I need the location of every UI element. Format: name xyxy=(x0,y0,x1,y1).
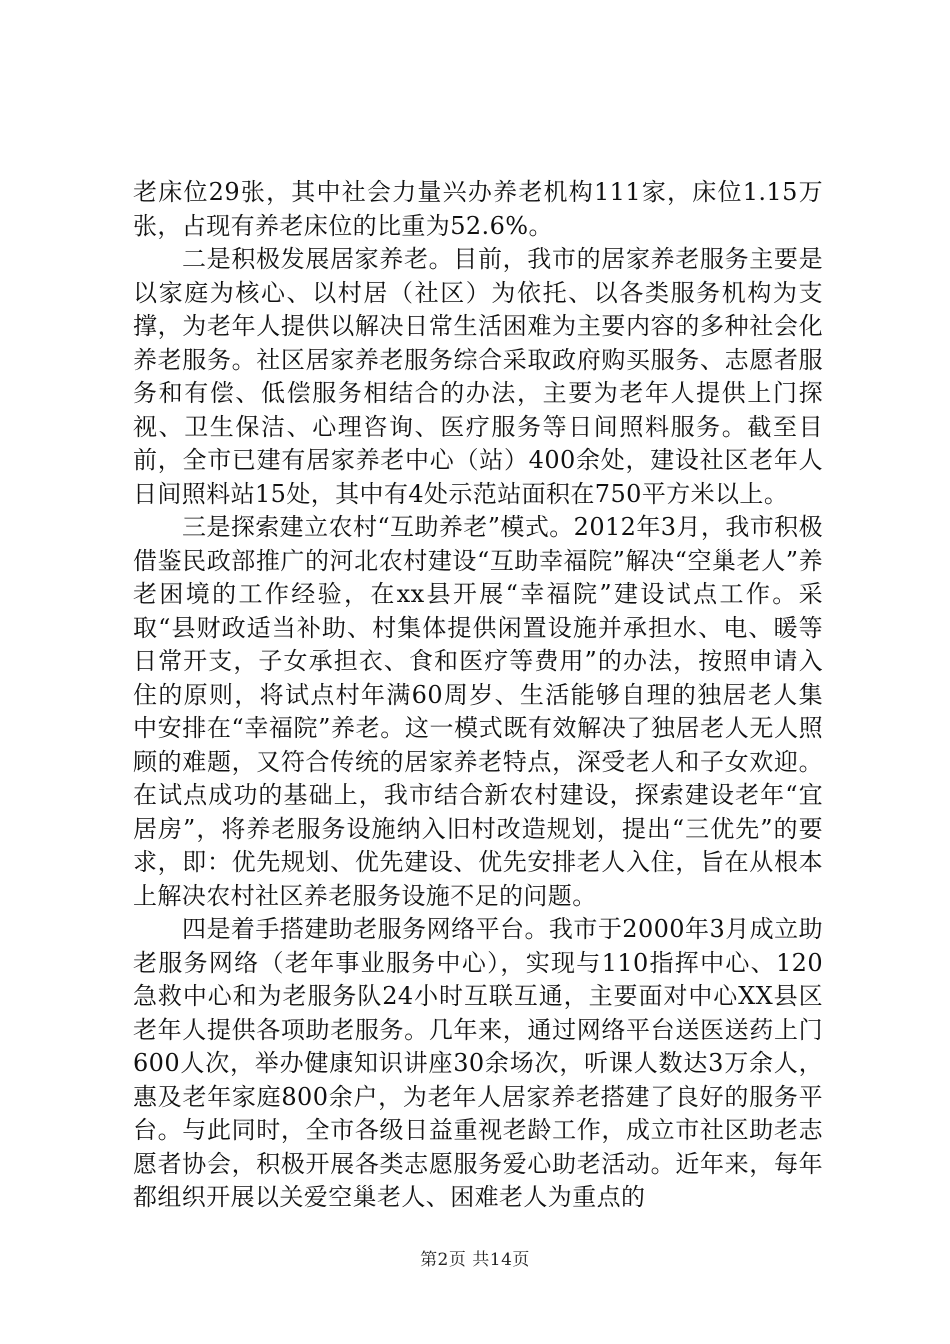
paragraph-beds-continuation: 老床位29张，其中社会力量兴办养老机构111家，床位1.15万张，占现有养老床位的比重为52.6%。 xyxy=(133,178,823,240)
paragraph-service-network: 四是着手搭建助老服务网络平台。我市于2000年3月成立助老服务网络（老年事业服务中心），实现与110指挥中心、120急救中心和为老服务队24小时互联互通，主要面对中心XX县区老年人提供各项助老服务。几年来，通过网络平台送医送药上门600人次，举办健康知识讲座30余场次，听课人数达3万余人，惠及老年家庭800余户，为老年人居家养老搭建了良好的服务平台。与此同时，全市各级日益重视老龄工作，成立市社区助老志愿者协会，积极开展各类志愿服务爱心助老活动。近年来，每年都组织开展以关爱空巢老人、困难老人为重点的 xyxy=(133,915,823,1211)
page-number-footer: 第2页 共14页 xyxy=(420,1250,530,1270)
document-body xyxy=(133,176,823,1215)
paragraph-rural-mutual-aid: 三是探索建立农村“互助养老”模式。2012年3月，我市积极借鉴民政部推广的河北农村建设“互助幸福院”解决“空巢老人”养老困境的工作经验，在xx县开展“幸福院”建设试点工作。采取“县财政适当补助、村集体提供闲置设施并承担水、电、暖等日常开支，子女承担衣、食和医疗等费用”的办法，按照申请入住的原则，将试点村年满60周岁、生活能够自理的独居老人集中安排在“幸福院”养老。这一模式既有效解决了独居老人无人照顾的难题，又符合传统的居家养老特点，深受老人和子女欢迎。在试点成功的基础上，我市结合新农村建设，探索建设老年“宜居房”，将养老服务设施纳入旧村改造规划，提出“三优先”的要求，即：优先规划、优先建设、优先安排老人入住，旨在从根本上解决农村社区养老服务设施不足的问题。 xyxy=(133,513,823,910)
paragraph-home-care: 二是积极发展居家养老。目前，我市的居家养老服务主要是以家庭为核心、以村居（社区）为依托、以各类服务机构为支撑，为老年人提供以解决日常生活困难为主要内容的多种社会化养老服务。社区居家养老服务综合采取政府购买服务、志愿者服务和有偿、低偿服务相结合的办法，主要为老年人提供上门探视、卫生保洁、心理咨询、医疗服务等日间照料服务。截至目前，全市已建有居家养老中心（站）400余处，建设社区老年人日间照料站15处，其中有4处示范站面积在750平方米以上。 xyxy=(133,245,823,508)
